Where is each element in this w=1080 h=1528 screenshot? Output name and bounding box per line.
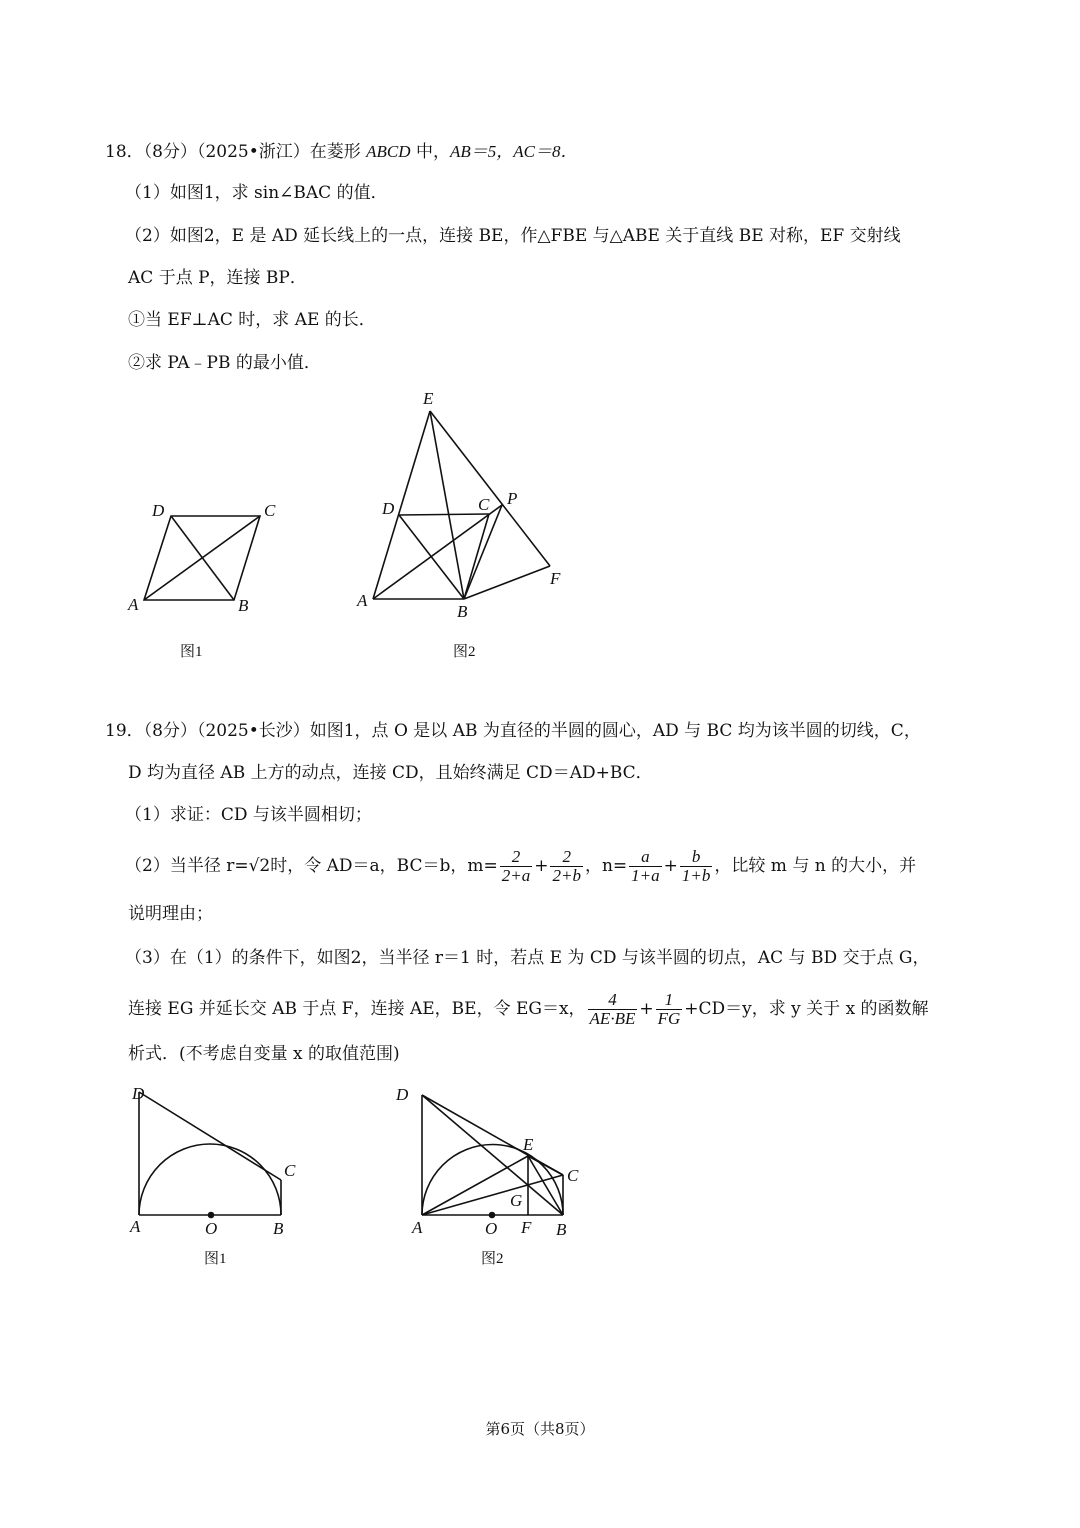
q18-sub1: ①当 EF⊥AC 时，求 AE 的长． [128, 310, 376, 330]
q19-figure2 [395, 1085, 579, 1267]
svg-text:D: D [132, 1084, 145, 1103]
svg-text:图2: 图2 [453, 644, 476, 660]
svg-text:A: A [128, 595, 139, 614]
svg-text:图2: 图2 [481, 1251, 504, 1267]
fraction: $\frac{1}{FG}$ [657, 990, 681, 1028]
svg-text:D: D [396, 1085, 409, 1104]
svg-text:C: C [567, 1166, 579, 1185]
svg-text:E: E [523, 1135, 534, 1154]
svg-text:E: E [423, 389, 434, 408]
svg-text:C: C [284, 1161, 296, 1180]
svg-text:O: O [205, 1219, 218, 1238]
svg-text:B: B [556, 1220, 567, 1239]
svg-text:B: B [273, 1219, 284, 1238]
q18-sub2: ②求 PA﹣PB 的最小值． [128, 353, 321, 373]
page-footer: 第6页（共8页） [485, 1420, 595, 1438]
fraction: $\frac{a}{1+a}$ [631, 847, 660, 885]
fraction: $\frac{2}{2+a}$ [501, 847, 531, 885]
svg-text:图1: 图1 [180, 644, 203, 660]
q18-part2-line1: （2）如图2，E 是 AD 延长线上的一点，连接 BE，作△FBE 与△ABE 关于直线 BE 对称，EF 交射线 [125, 226, 901, 246]
svg-text:O: O [485, 1219, 498, 1238]
fraction: $\frac{4}{AE\cdot BE}$ [589, 990, 636, 1028]
svg-text:D: D [382, 499, 395, 518]
q19-part3-line1: （3）在（1）的条件下，如图2，当半径 r＝1 时，若点 E 为 CD 与该半圆的切点，AC 与 BD 交于点 G， [125, 948, 930, 968]
fraction: $\frac{2}{2+b}$ [552, 847, 581, 885]
svg-text:C: C [478, 495, 490, 514]
q19-part1: （1）求证：CD 与该半圆相切； [125, 805, 372, 825]
svg-text:G: G [510, 1191, 523, 1210]
q19-line2: D 均为直径 AB 上方的动点，连接 CD，且始终满足 CD＝AD+BC． [128, 763, 653, 783]
q19-figure1 [129, 1084, 296, 1267]
q19-part2-line2: 说明理由； [128, 904, 213, 924]
q19-part2: （2）当半径 r=√2时，令 AD＝a，BC＝b，m= $\frac{2}{2+a}$ + $\frac{2}{2+b}$ ，n= $\frac{a}{1+a}$ + $\frac{b}{1+b}$ ，比较 m 与 n 的大小，并 [125, 847, 917, 885]
fraction: $\frac{b}{1+b}$ [681, 847, 711, 885]
q19-part3-line2: 连接 EG 并延长交 AB 于点 F，连接 AE，BE，令 EG＝x， $\frac{4}{AE\cdot BE}$ + $\frac{1}{FG}$ +CD＝y，求 y 关于 x 的函数解 [128, 990, 929, 1028]
q18-part1: （1）如图1，求 sin∠BAC 的值． [125, 183, 388, 203]
q18-figure2 [356, 389, 561, 660]
svg-text:A: A [130, 1217, 141, 1236]
svg-text:A: A [357, 591, 368, 610]
q18-line1: 18．（8分）（2025•浙江）在菱形 ABCD 中，AB＝5，AC＝8． [105, 142, 578, 162]
svg-text:D: D [152, 501, 165, 520]
q18-figure1 [127, 501, 276, 660]
q19-part3-line3: 析式．(不考虑自变量 x 的取值范围) [128, 1044, 400, 1064]
svg-text:P: P [507, 489, 518, 508]
q18-part2-line2: AC 于点 P，连接 BP． [128, 268, 307, 288]
q19-line1: 19．（8分）（2025•长沙）如图1，点 O 是以 AB 为直径的半圆的圆心，AD 与 BC 均为该半圆的切线，C， [105, 721, 921, 741]
svg-text:F: F [550, 569, 561, 588]
svg-text:B: B [238, 596, 249, 615]
svg-text:C: C [264, 501, 276, 520]
svg-text:B: B [457, 602, 468, 621]
svg-text:A: A [412, 1218, 423, 1237]
svg-text:图1: 图1 [204, 1251, 227, 1267]
svg-text:F: F [521, 1218, 532, 1237]
